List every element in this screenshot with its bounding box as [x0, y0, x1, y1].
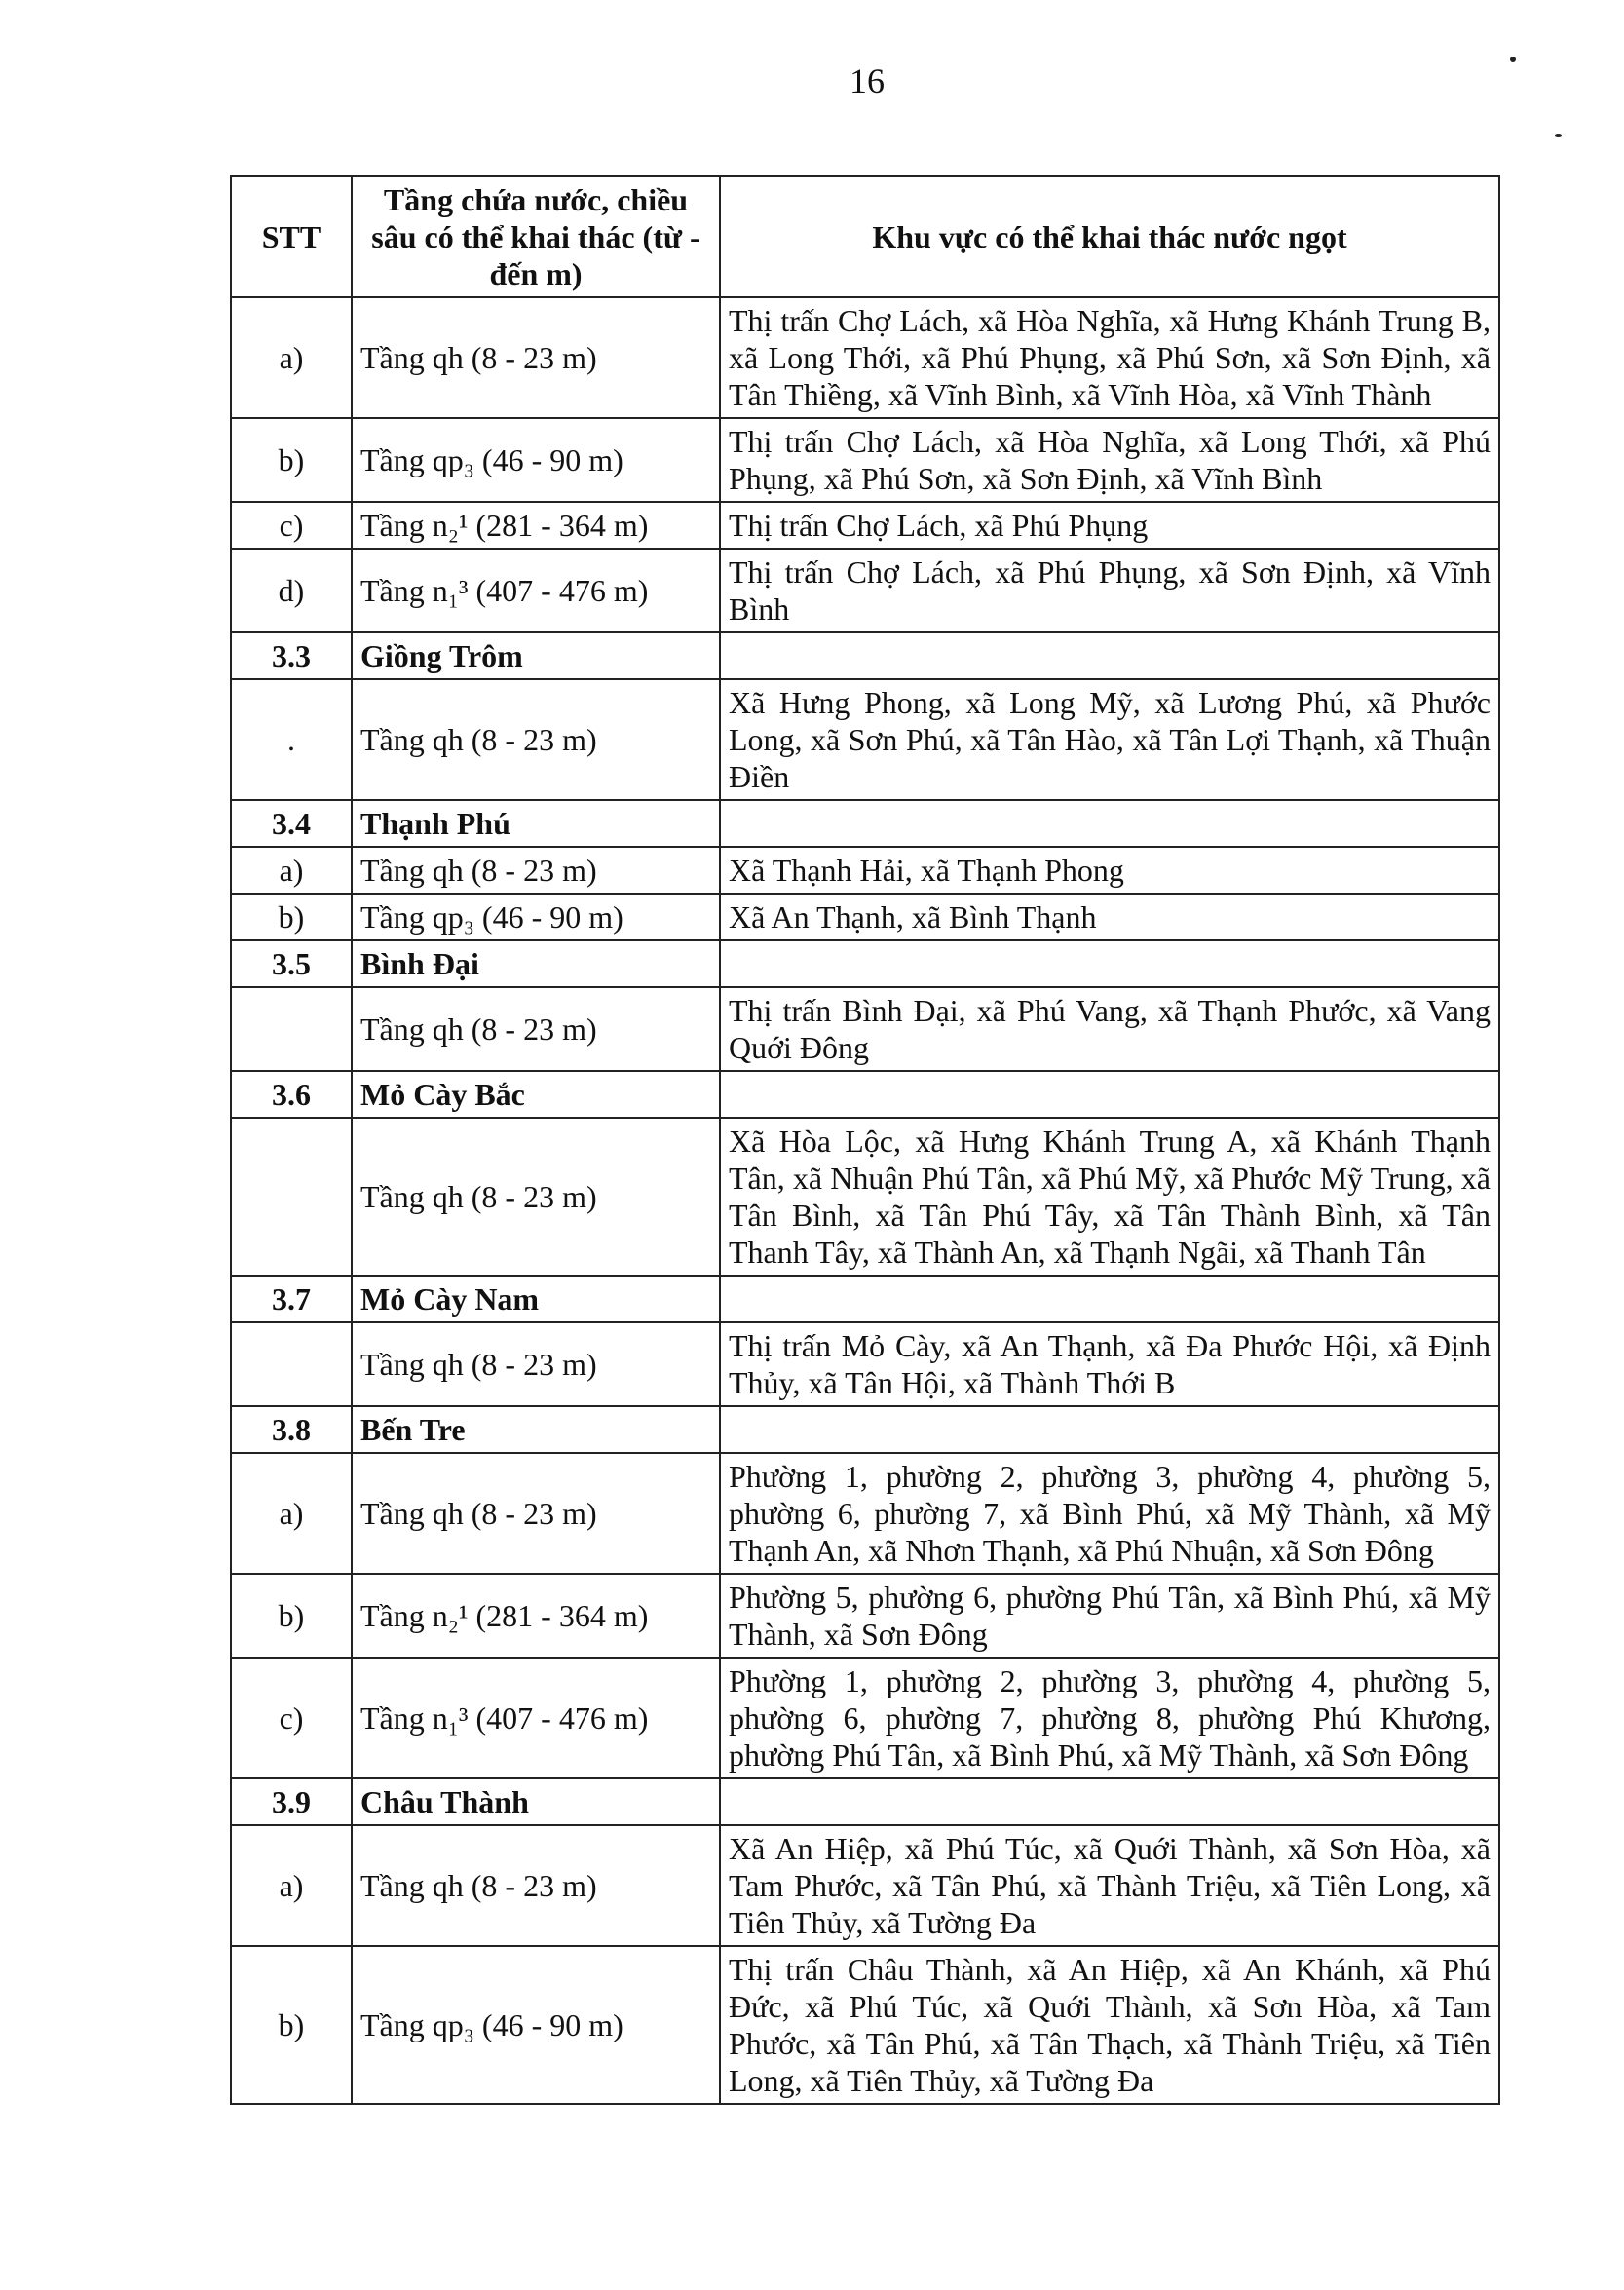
- table-row: [231, 987, 1499, 1071]
- group-number: 3.8: [231, 1406, 352, 1453]
- area-cell: Thị trấn Chợ Lách, xã Phú Phụng: [720, 502, 1499, 549]
- district-group-row: [231, 1276, 1499, 1322]
- row-index: [231, 987, 352, 1071]
- district-name: Châu Thành: [352, 1778, 720, 1825]
- group-number: 3.7: [231, 1276, 352, 1322]
- empty-cell: [720, 1071, 1499, 1118]
- empty-cell: [720, 1406, 1499, 1453]
- area-cell: Phường 1, phường 2, phường 3, phường 4, phường 5, phường 6, phường 7, phường 8, phường Phú Khương, phường Phú Tân, xã Bình Phú, xã Mỹ Thành, xã Sơn Đông: [720, 1658, 1499, 1778]
- table-row: [231, 679, 1499, 800]
- header-area: Khu vực có thể khai thác nước ngọt: [720, 176, 1499, 297]
- group-number: 3.5: [231, 940, 352, 987]
- district-name: Thạnh Phú: [352, 800, 720, 847]
- table-row: [231, 418, 1499, 502]
- area-cell: Thị trấn Mỏ Cày, xã An Thạnh, xã Đa Phước Hội, xã Định Thủy, xã Tân Hội, xã Thành Thới B: [720, 1322, 1499, 1406]
- group-number: 3.6: [231, 1071, 352, 1118]
- row-index: d): [231, 549, 352, 632]
- row-index: [231, 1322, 352, 1406]
- row-index: c): [231, 1658, 352, 1778]
- district-group-row: [231, 1778, 1499, 1825]
- aquifer-cell: Tầng qh (8 - 23 m): [352, 1118, 720, 1276]
- table-row: [231, 297, 1499, 418]
- aquifer-cell: Tầng qh (8 - 23 m): [352, 987, 720, 1071]
- table-row: [231, 1825, 1499, 1946]
- row-index: a): [231, 1453, 352, 1574]
- header-stt: STT: [231, 176, 352, 297]
- table-row: [231, 847, 1499, 894]
- group-number: 3.3: [231, 632, 352, 679]
- group-number: 3.9: [231, 1778, 352, 1825]
- district-group-row: [231, 632, 1499, 679]
- area-cell: Xã Hưng Phong, xã Long Mỹ, xã Lương Phú, xã Phước Long, xã Sơn Phú, xã Tân Hào, xã Tân Lợi Thạnh, xã Thuận Điền: [720, 679, 1499, 800]
- aquifer-table: [230, 175, 1500, 2105]
- aquifer-cell: Tầng qh (8 - 23 m): [352, 847, 720, 894]
- row-index: a): [231, 847, 352, 894]
- aquifer-cell: Tầng qp₃ (46 - 90 m): [352, 894, 720, 940]
- row-index: a): [231, 1825, 352, 1946]
- area-cell: Thị trấn Châu Thành, xã An Hiệp, xã An Khánh, xã Phú Đức, xã Phú Túc, xã Quới Thành, xã Sơn Hòa, xã Tam Phước, xã Tân Phú, xã Tân Thạch, xã Thành Triệu, xã Tiên Long, xã Tiên Thủy, xã Tường Đa: [720, 1946, 1499, 2104]
- scan-speck: [1555, 134, 1562, 137]
- area-cell: Xã Thạnh Hải, xã Thạnh Phong: [720, 847, 1499, 894]
- district-name: Bến Tre: [352, 1406, 720, 1453]
- area-cell: Xã An Hiệp, xã Phú Túc, xã Quới Thành, xã Sơn Hòa, xã Tam Phước, xã Tân Phú, xã Thành Triệu, xã Tiên Long, xã Tiên Thủy, xã Tường Đa: [720, 1825, 1499, 1946]
- row-index: b): [231, 1946, 352, 2104]
- group-number: 3.4: [231, 800, 352, 847]
- aquifer-cell: Tầng qh (8 - 23 m): [352, 1453, 720, 1574]
- aquifer-cell: Tầng n₁³ (407 - 476 m): [352, 549, 720, 632]
- district-name: Mỏ Cày Nam: [352, 1276, 720, 1322]
- district-name: Mỏ Cày Bắc: [352, 1071, 720, 1118]
- area-cell: Phường 5, phường 6, phường Phú Tân, xã Bình Phú, xã Mỹ Thành, xã Sơn Đông: [720, 1574, 1499, 1658]
- aquifer-cell: Tầng qp₃ (46 - 90 m): [352, 418, 720, 502]
- aquifer-cell: Tầng n₁³ (407 - 476 m): [352, 1658, 720, 1778]
- area-cell: Thị trấn Chợ Lách, xã Hòa Nghĩa, xã Long Thới, xã Phú Phụng, xã Phú Sơn, xã Sơn Định, xã Vĩnh Bình: [720, 418, 1499, 502]
- row-index: b): [231, 1574, 352, 1658]
- empty-cell: [720, 632, 1499, 679]
- table-row: [231, 1453, 1499, 1574]
- area-cell: Xã Hòa Lộc, xã Hưng Khánh Trung A, xã Khánh Thạnh Tân, xã Nhuận Phú Tân, xã Phú Mỹ, xã Phước Mỹ Trung, xã Tân Bình, xã Tân Phú Tây, xã Tân Thành Bình, xã Tân Thanh Tây, xã Thành An, xã Thạnh Ngãi, xã Thanh Tân: [720, 1118, 1499, 1276]
- aquifer-cell: Tầng qh (8 - 23 m): [352, 297, 720, 418]
- row-index: b): [231, 894, 352, 940]
- empty-cell: [720, 1276, 1499, 1322]
- page-number: 16: [850, 61, 885, 100]
- area-cell: Thị trấn Chợ Lách, xã Hòa Nghĩa, xã Hưng Khánh Trung B, xã Long Thới, xã Phú Phụng, xã Phú Sơn, xã Sơn Định, xã Tân Thiềng, xã Vĩnh Bình, xã Vĩnh Hòa, xã Vĩnh Thành: [720, 297, 1499, 418]
- aquifer-cell: Tầng qh (8 - 23 m): [352, 1825, 720, 1946]
- aquifer-cell: Tầng qh (8 - 23 m): [352, 1322, 720, 1406]
- aquifer-cell: Tầng qp₃ (46 - 90 m): [352, 1946, 720, 2104]
- district-group-row: [231, 800, 1499, 847]
- table-row: [231, 549, 1499, 632]
- table-row: [231, 1658, 1499, 1778]
- table-row: [231, 1118, 1499, 1276]
- area-cell: Xã An Thạnh, xã Bình Thạnh: [720, 894, 1499, 940]
- row-index: [231, 1118, 352, 1276]
- header-aquifer: Tầng chứa nước, chiều sâu có thể khai thác (từ - đến m): [352, 176, 720, 297]
- aquifer-cell: Tầng n₂¹ (281 - 364 m): [352, 502, 720, 549]
- table-header-row: [231, 176, 1499, 297]
- empty-cell: [720, 1778, 1499, 1825]
- empty-cell: [720, 940, 1499, 987]
- district-group-row: [231, 1071, 1499, 1118]
- row-index: a): [231, 297, 352, 418]
- district-name: Giồng Trôm: [352, 632, 720, 679]
- table-row: [231, 502, 1499, 549]
- district-group-row: [231, 1406, 1499, 1453]
- district-name: Bình Đại: [352, 940, 720, 987]
- area-cell: Phường 1, phường 2, phường 3, phường 4, phường 5, phường 6, phường 7, xã Bình Phú, xã Mỹ Thành, xã Mỹ Thạnh An, xã Nhơn Thạnh, xã Phú Nhuận, xã Sơn Đông: [720, 1453, 1499, 1574]
- table-row: [231, 1946, 1499, 2104]
- area-cell: Thị trấn Bình Đại, xã Phú Vang, xã Thạnh Phước, xã Vang Quới Đông: [720, 987, 1499, 1071]
- aquifer-cell: Tầng n₂¹ (281 - 364 m): [352, 1574, 720, 1658]
- row-index: b): [231, 418, 352, 502]
- area-cell: Thị trấn Chợ Lách, xã Phú Phụng, xã Sơn Định, xã Vĩnh Bình: [720, 549, 1499, 632]
- scan-speck: [1510, 57, 1516, 62]
- table-row: [231, 894, 1499, 940]
- empty-cell: [720, 800, 1499, 847]
- table-row: [231, 1322, 1499, 1406]
- row-index: .: [231, 679, 352, 800]
- aquifer-cell: Tầng qh (8 - 23 m): [352, 679, 720, 800]
- district-group-row: [231, 940, 1499, 987]
- row-index: c): [231, 502, 352, 549]
- table-row: [231, 1574, 1499, 1658]
